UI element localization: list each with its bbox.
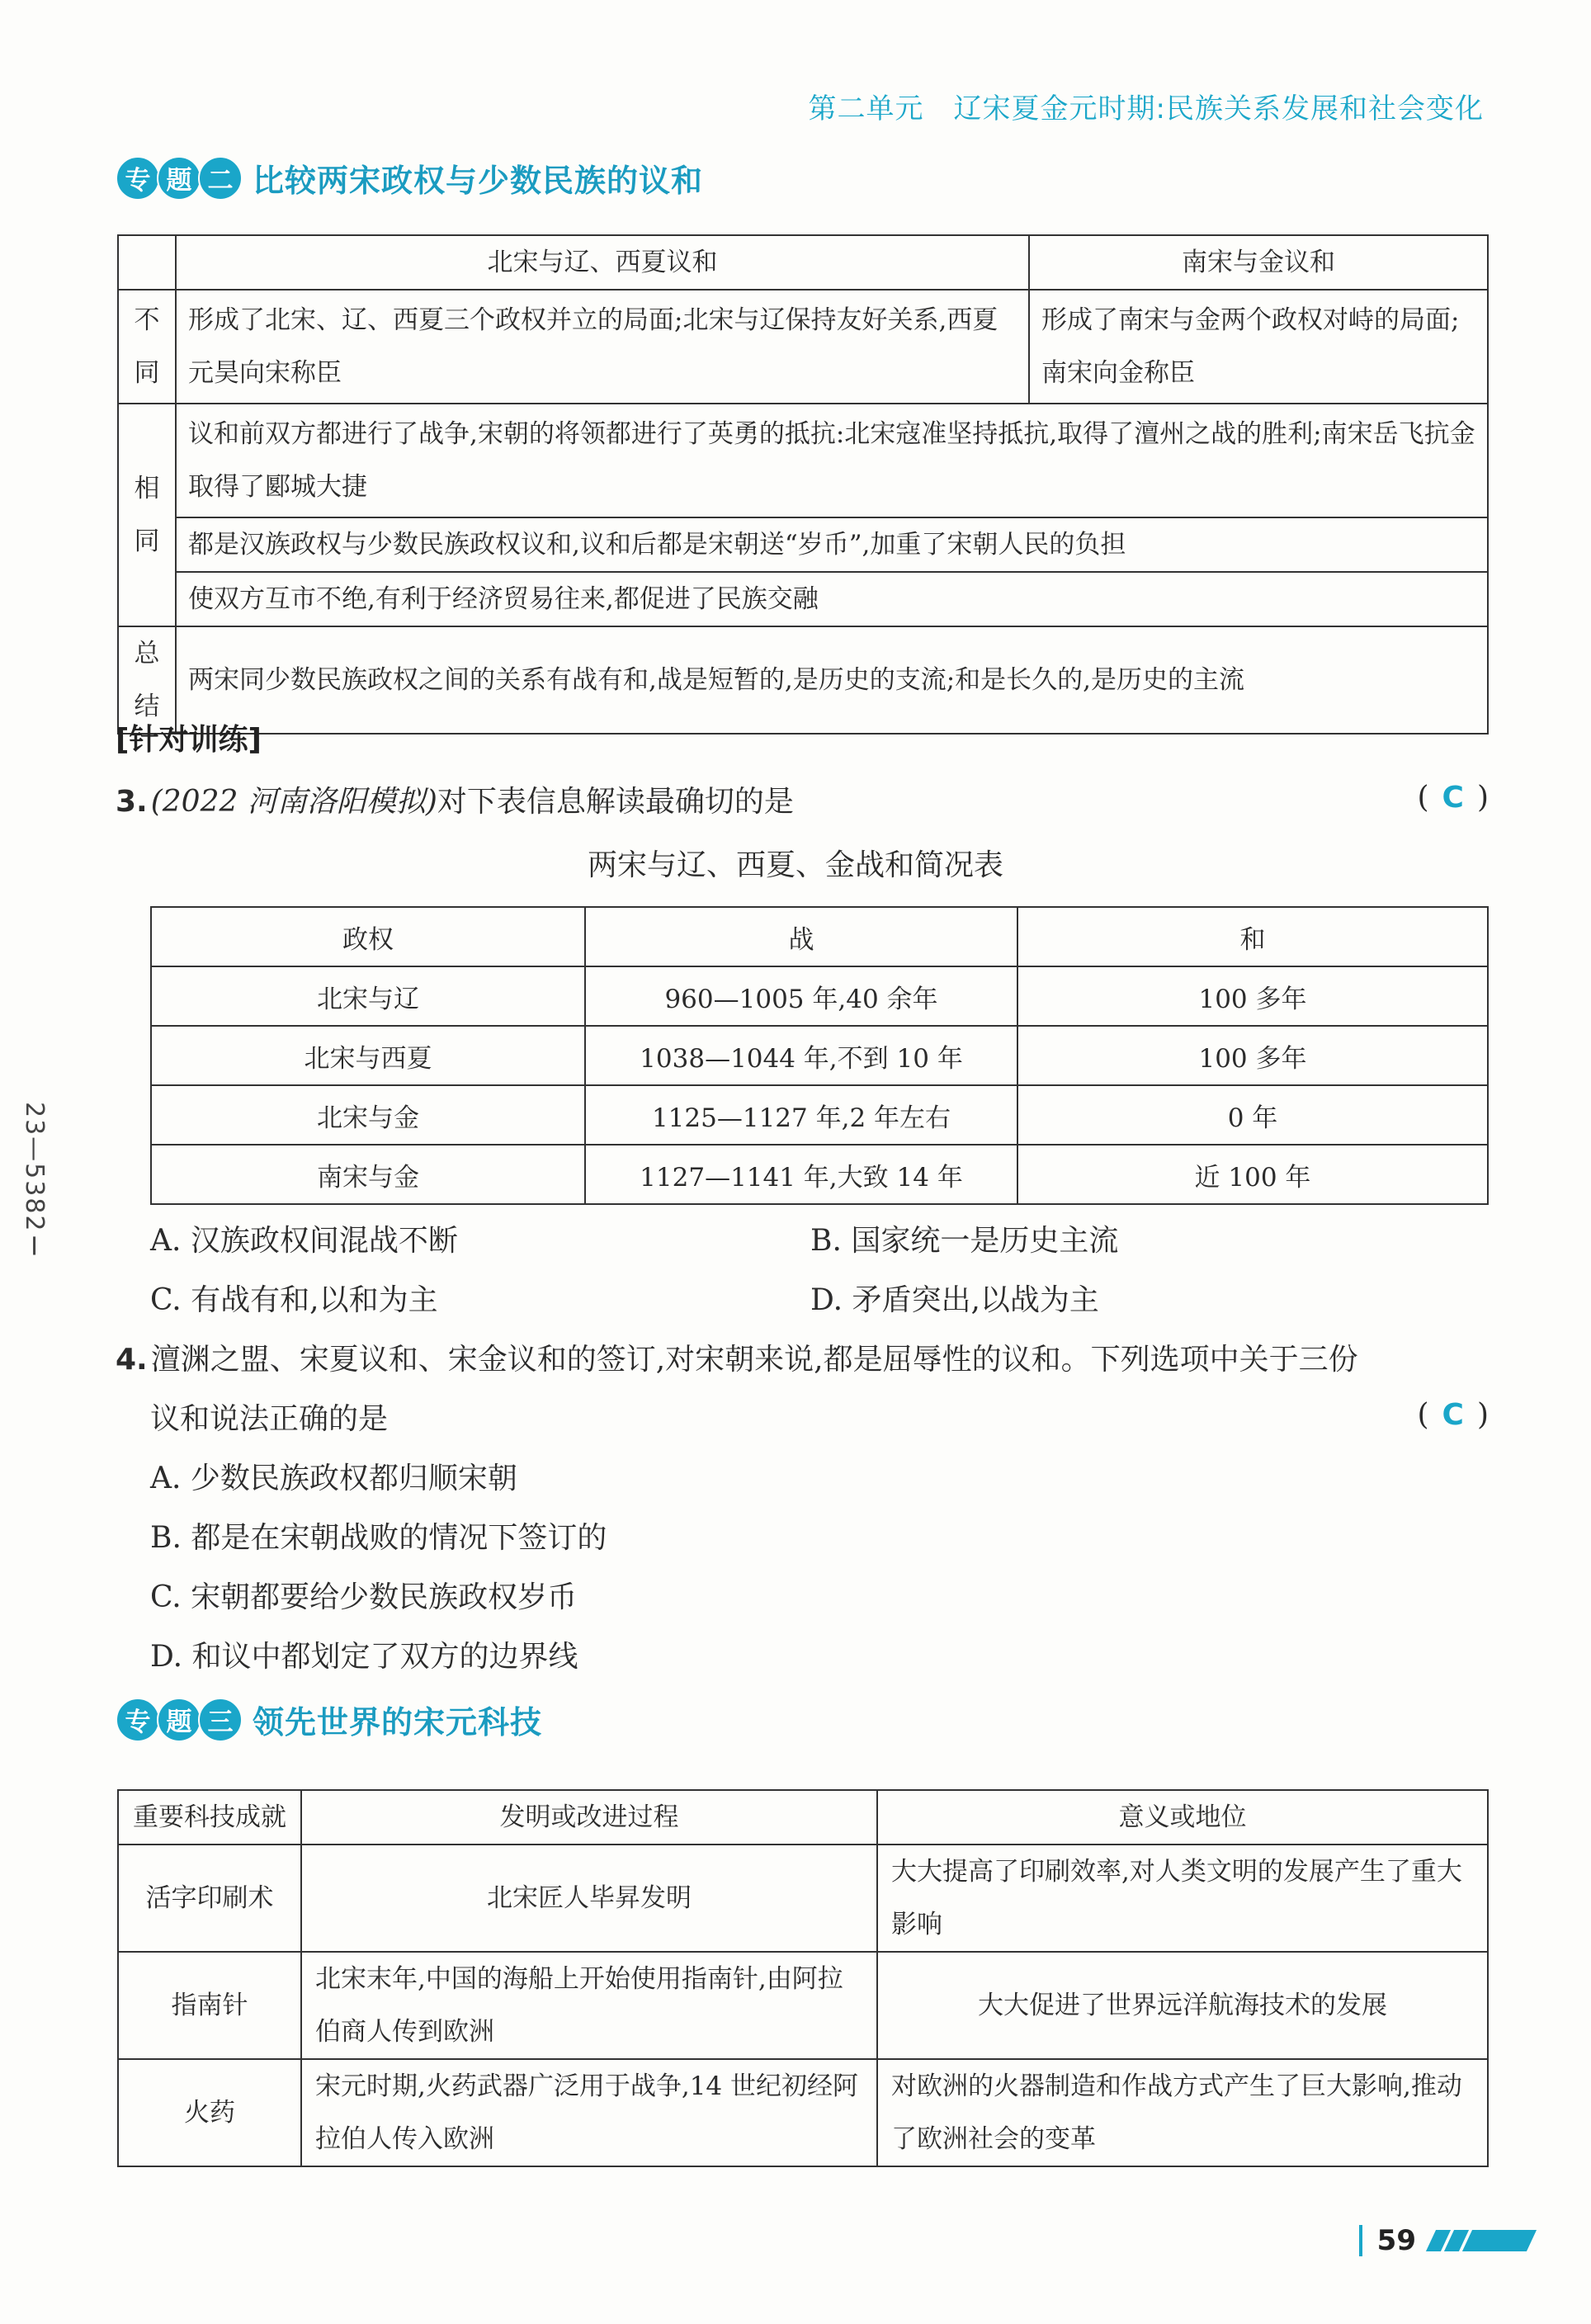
table-row xyxy=(151,966,1488,1026)
option-b[interactable]: B. 都是在宋朝战败的情况下签订的 xyxy=(150,1521,607,1555)
option-a[interactable]: A. 少数民族政权都归顺宋朝 xyxy=(150,1462,517,1495)
col-header-nsong: 北宋与辽、西夏议和 xyxy=(176,235,1029,290)
table-cell: 北宋末年,中国的海船上开始使用指南针,由阿拉伯商人传到欧洲 xyxy=(301,1952,877,2059)
table-cell: 北宋匠人毕昇发明 xyxy=(301,1845,877,1952)
practice-label: [针对训练] xyxy=(116,723,262,757)
table-row xyxy=(118,1845,1488,1952)
answer-bracket-q3: ( C ) xyxy=(1417,781,1489,815)
table-cell: 对欧洲的火器制造和作战方式产生了巨大影响,推动了欧洲社会的变革 xyxy=(877,2059,1488,2166)
badge-char: 专 xyxy=(116,156,160,201)
table-cell: 活字印刷术 xyxy=(118,1845,301,1952)
answer-bracket-q4: ( C ) xyxy=(1417,1398,1489,1432)
topic2-heading xyxy=(116,155,703,201)
table-cell: 宋元时期,火药武器广泛用于战争,14 世纪初经阿拉伯人传入欧洲 xyxy=(301,2059,877,2166)
question-4-continued: 议和说法正确的是 xyxy=(150,1402,389,1436)
table-header-row xyxy=(118,1790,1488,1845)
table-caption: 两宋与辽、西夏、金战和简况表 xyxy=(587,848,1003,882)
table-cell: 火药 xyxy=(118,2059,301,2166)
question-stem: 对下表信息解读最确切的是 xyxy=(437,785,794,819)
table-cell: 100 多年 xyxy=(1017,966,1488,1026)
unit-title: 辽宋夏金元时期:民族关系发展和社会变化 xyxy=(953,92,1484,125)
divider-bar xyxy=(1359,2225,1362,2256)
badge-char: 二 xyxy=(198,156,243,201)
badge-char: 专 xyxy=(116,1698,160,1742)
table-cell: 北宋与西夏 xyxy=(151,1026,585,1085)
same-cell-3: 使双方互市不绝,有利于经济贸易往来,都促进了民族交融 xyxy=(176,572,1488,626)
option-c[interactable]: C. 有战有和,以和为主 xyxy=(150,1283,438,1317)
question-number: 3. xyxy=(116,785,148,819)
question-4 xyxy=(116,1330,1489,1390)
table-cell: 1125—1127 年,2 年左右 xyxy=(585,1085,1017,1145)
table-cell: 0 年 xyxy=(1017,1085,1488,1145)
side-code: 23—5382Ⅰ xyxy=(20,1102,49,1264)
col-header-ssong: 南宋与金议和 xyxy=(1029,235,1488,290)
option-c[interactable]: C. 宋朝都要给少数民族政权岁币 xyxy=(150,1580,578,1614)
topic3-title: 领先世界的宋元科技 xyxy=(253,1704,543,1741)
unit-label: 第二单元 xyxy=(808,92,924,125)
page-number: 59 xyxy=(1376,2224,1416,2257)
badge-char: 题 xyxy=(157,156,201,201)
diff-nsong-cell: 形成了北宋、辽、西夏三个政权并立的局面;北宋与辽保持友好关系,西夏元昊向宋称臣 xyxy=(176,290,1029,404)
table-cell: 指南针 xyxy=(118,1952,301,2059)
diff-ssong-cell: 形成了南宋与金两个政权对峙的局面;南宋向金称臣 xyxy=(1029,290,1488,404)
table-row xyxy=(118,1952,1488,2059)
option-a[interactable]: A. 汉族政权间混战不断 xyxy=(150,1224,458,1258)
table-cell: 北宋与金 xyxy=(151,1085,585,1145)
table-row xyxy=(151,1085,1488,1145)
header-cell: 和 xyxy=(1017,907,1488,966)
war-peace-table xyxy=(150,906,1489,1205)
table-cell: 大大提高了印刷效率,对人类文明的发展产生了重大影响 xyxy=(877,1845,1488,1952)
option-d[interactable]: D. 矛盾突出,以战为主 xyxy=(810,1283,1099,1317)
table-cell: 大大促进了世界远洋航海技术的发展 xyxy=(877,1952,1488,2059)
topic3-badge xyxy=(116,1698,239,1742)
question-source: (2022 河南洛阳模拟) xyxy=(150,785,437,819)
option-d[interactable]: D. 和议中都划定了双方的边界线 xyxy=(150,1640,578,1674)
question-3 xyxy=(116,772,1489,832)
tech-achievements-table xyxy=(117,1789,1489,2167)
table-cell: 100 多年 xyxy=(1017,1026,1488,1085)
header-cell: 发明或改进过程 xyxy=(301,1790,877,1845)
table-cell: 北宋与辽 xyxy=(151,966,585,1026)
table-row xyxy=(151,1145,1488,1204)
answer-letter: C xyxy=(1442,1398,1464,1432)
table-cell: 1038—1044 年,不到 10 年 xyxy=(585,1026,1017,1085)
topic2-title: 比较两宋政权与少数民族的议和 xyxy=(253,163,704,199)
decorative-stripes-icon xyxy=(1431,2230,1535,2251)
badge-char: 题 xyxy=(157,1698,201,1742)
row-label-diff: 不同 xyxy=(118,290,176,404)
same-cell-2: 都是汉族政权与少数民族政权议和,议和后都是宋朝送“岁币”,加重了宋朝人民的负担 xyxy=(176,517,1488,572)
same-cell-1: 议和前双方都进行了战争,宋朝的将领都进行了英勇的抵抗:北宋寇准坚持抵抗,取得了澶州之战的胜利;南宋岳飞抗金取得了郾城大捷 xyxy=(176,404,1488,517)
table-cell: 南宋与金 xyxy=(151,1145,585,1204)
header-cell: 重要科技成就 xyxy=(118,1790,301,1845)
header-cell: 意义或地位 xyxy=(877,1790,1488,1845)
question-number: 4. xyxy=(116,1343,148,1377)
header-cell: 政权 xyxy=(151,907,585,966)
row-label-summary: 总结 xyxy=(118,626,176,734)
header-cell: 战 xyxy=(585,907,1017,966)
peace-comparison-table xyxy=(117,234,1489,735)
option-b[interactable]: B. 国家统一是历史主流 xyxy=(810,1224,1119,1258)
empty-header-cell xyxy=(118,235,176,290)
table-cell: 960—1005 年,40 余年 xyxy=(585,966,1017,1026)
table-header-row xyxy=(151,907,1488,966)
question-stem: 澶渊之盟、宋夏议和、宋金议和的签订,对宋朝来说,都是屈辱性的议和。下列选项中关于三份 xyxy=(150,1343,1358,1377)
topic3-heading xyxy=(116,1697,542,1742)
table-row xyxy=(151,1026,1488,1085)
topic2-badge xyxy=(116,156,239,201)
row-label-same: 相同 xyxy=(118,404,176,626)
table-row xyxy=(118,2059,1488,2166)
table-cell: 1127—1141 年,大致 14 年 xyxy=(585,1145,1017,1204)
running-header xyxy=(779,86,1484,126)
page-footer xyxy=(1359,2224,1535,2257)
answer-letter: C xyxy=(1442,781,1464,815)
summary-cell: 两宋同少数民族政权之间的关系有战有和,战是短暂的,是历史的支流;和是长久的,是历史的主流 xyxy=(176,626,1488,734)
badge-char: 三 xyxy=(198,1698,243,1742)
table-cell: 近 100 年 xyxy=(1017,1145,1488,1204)
